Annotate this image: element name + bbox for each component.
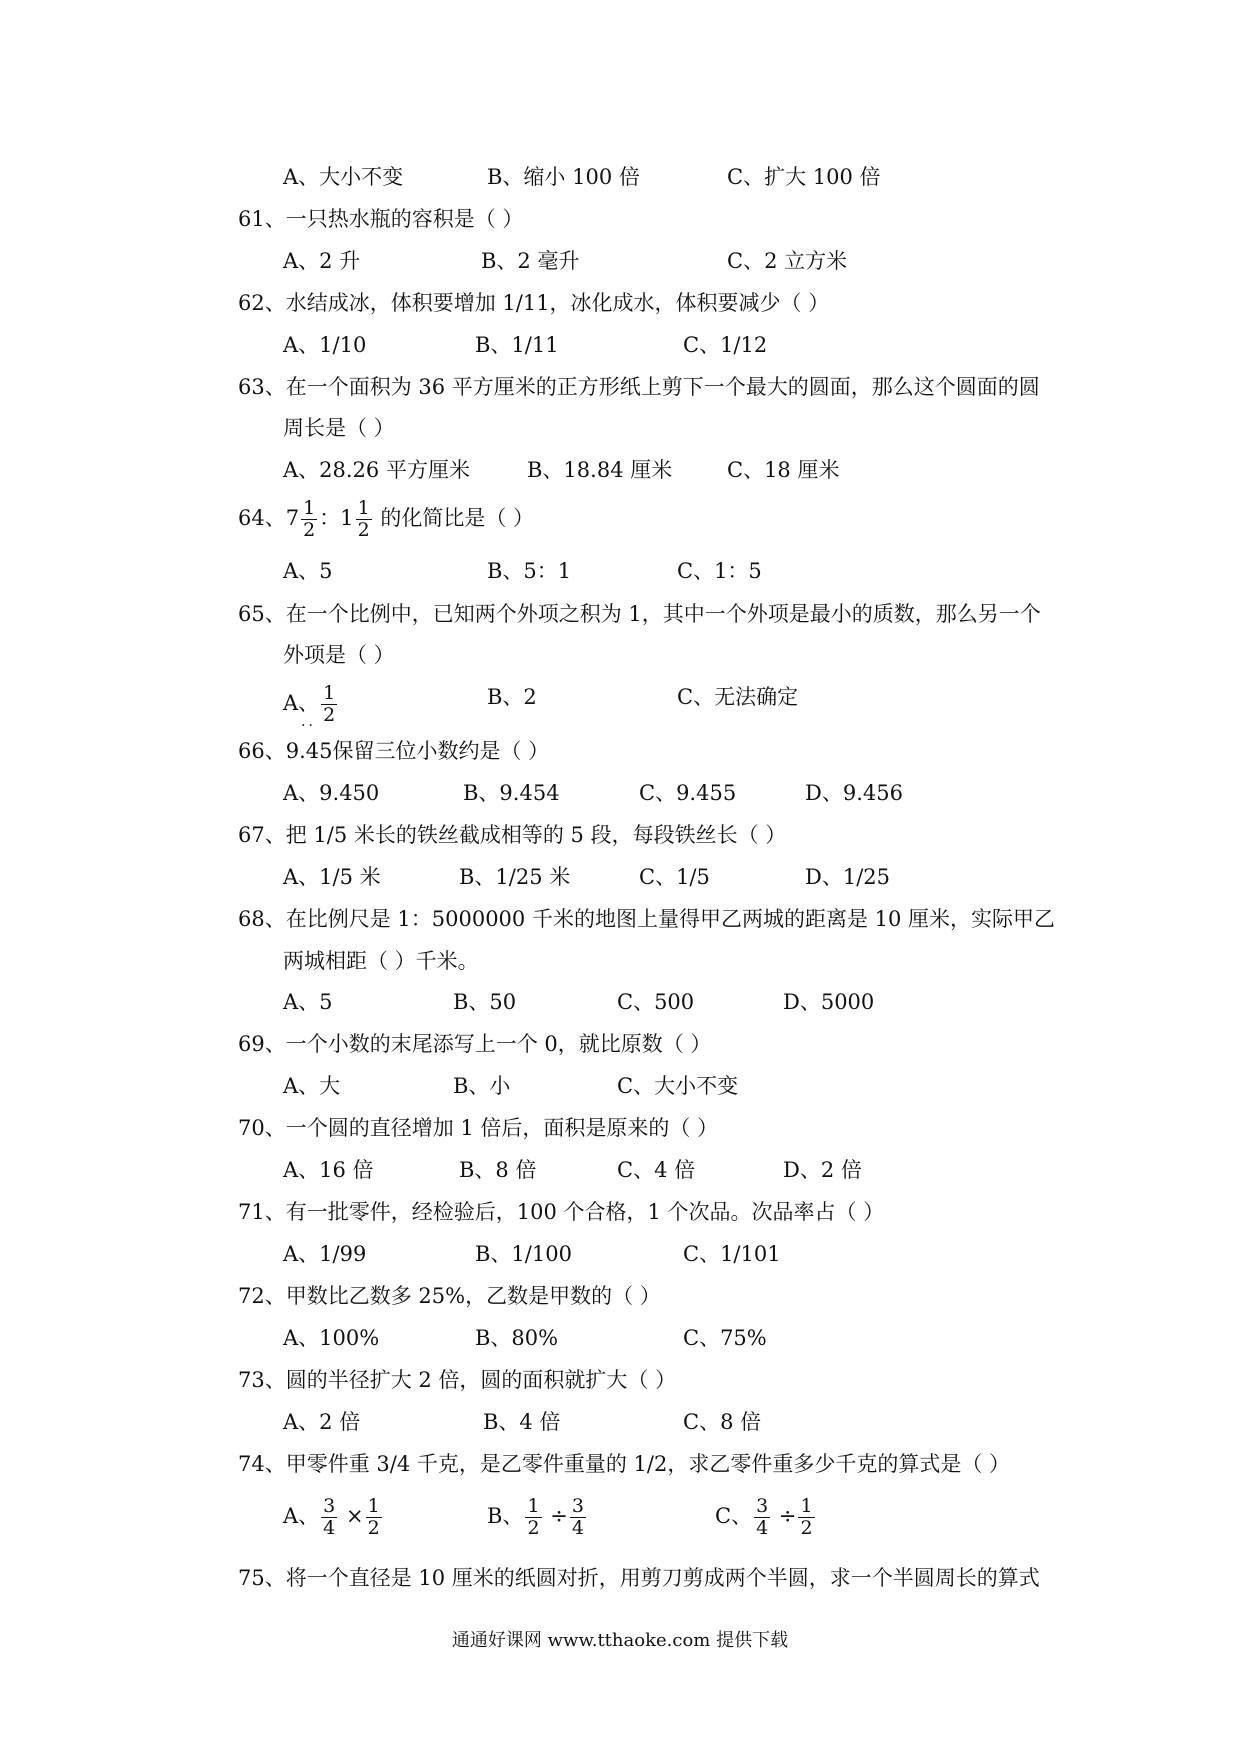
q74-option-a-numerator-2: 1 [367, 1495, 380, 1517]
q74-option-c-fraction-1 [754, 1496, 770, 1539]
q74-option-c-numerator-1: 3 [756, 1495, 769, 1517]
q65-text: 65、在一个比例中，已知两个外项之积为 1，其中一个外项是最小的质数，那么另一个 [238, 602, 1041, 626]
q65-option-c: C、无法确定 [677, 685, 799, 709]
q61-option-b: B、2 毫升 [481, 249, 580, 273]
q69-text: 69、一个小数的末尾添写上一个 0，就比原数（ ） [238, 1032, 712, 1056]
q64-option-b: B、5：1 [487, 559, 572, 583]
q74-option-a [283, 1496, 384, 1539]
q74-option-a-operator: × [345, 1504, 364, 1528]
q74-option-a-denominator-1: 4 [323, 1517, 336, 1539]
q74-option-c [715, 1496, 817, 1539]
q60-option-b: B、缩小 100 倍 [487, 165, 640, 189]
q61-text: 61、一只热水瓶的容积是（ ） [238, 207, 524, 231]
q74-option-a-fraction-2 [366, 1496, 382, 1539]
q74-option-b-numerator-2: 3 [571, 1495, 584, 1517]
q71-option-a: A、1/99 [283, 1242, 367, 1266]
q64-option-c: C、1：5 [677, 559, 762, 583]
q74-option-c-denominator-1: 4 [756, 1517, 769, 1539]
q72-option-c: C、75% [683, 1326, 767, 1350]
q65-option-a-numerator: 1 [323, 682, 336, 704]
q71-option-c: C、1/101 [683, 1242, 781, 1266]
q74-option-b [487, 1496, 588, 1539]
q74-option-c-fraction-2 [798, 1496, 814, 1539]
q62-text: 62、水结成冰，体积要增加 1/11，冰化成水，体积要减少（ ） [238, 291, 830, 315]
q74-option-b-numerator-1: 1 [527, 1495, 540, 1517]
q68-option-d: D、5000 [783, 990, 875, 1014]
q70-option-b: B、8 倍 [459, 1158, 537, 1182]
q68-text-continued: 两城相距（ ）千米。 [283, 949, 479, 973]
q72-option-a: A、100% [283, 1326, 380, 1350]
q70-option-a: A、16 倍 [283, 1158, 374, 1182]
q67-text: 67、把 1/5 米长的铁丝截成相等的 5 段，每段铁丝长（ ） [238, 823, 787, 847]
q67-option-a: A、1/5 米 [283, 865, 381, 889]
q65-option-b: B、2 [487, 685, 537, 709]
q73-option-c: C、8 倍 [683, 1410, 762, 1434]
q62-option-a: A、1/10 [283, 333, 367, 357]
q63-text: 63、在一个面积为 36 平方厘米的正方形纸上剪下一个最大的圆面，那么这个圆面的圆 [238, 375, 1040, 399]
q65-option-a-label: A、 [283, 691, 320, 715]
q69-option-b: B、小 [453, 1074, 511, 1098]
q61-option-c: C、2 立方米 [727, 249, 848, 273]
q74-option-b-fraction-1 [525, 1496, 541, 1539]
q68-text: 68、在比例尺是 1：5000000 千米的地图上量得甲乙两城的距离是 10 厘米，实际甲乙 [238, 907, 1056, 931]
q60-option-c: C、扩大 100 倍 [727, 165, 881, 189]
q64-fraction-2-numerator: 1 [357, 497, 370, 519]
q70-option-d: D、2 倍 [783, 1158, 862, 1182]
q74-text: 74、甲零件重 3/4 千克，是乙零件重量的 1/2，求乙零件重多少千克的算式是（ ） [238, 1452, 1011, 1476]
q64-fraction-2-denominator: 2 [357, 519, 370, 541]
q73-text: 73、圆的半径扩大 2 倍，圆的面积就扩大（ ） [238, 1368, 677, 1392]
q64-fraction-1-numerator: 1 [303, 497, 316, 519]
q70-text: 70、一个圆的直径增加 1 倍后，面积是原来的（ ） [238, 1116, 719, 1140]
q66-option-b: B、9.454 [463, 781, 560, 805]
q74-option-b-fraction-2 [570, 1496, 586, 1539]
q68-option-b: B、50 [453, 990, 517, 1014]
q68-option-c: C、500 [617, 990, 695, 1014]
q65-text-continued: 外项是（ ） [283, 643, 395, 667]
q74-option-c-operator: ÷ [778, 1504, 797, 1528]
q60-option-a: A、大小不变 [283, 165, 404, 189]
q64-fraction-2 [356, 498, 372, 541]
q64-prefix: 64、7 [238, 506, 300, 530]
q69-option-a: A、大 [283, 1074, 341, 1098]
q63-text-continued: 周长是（ ） [283, 416, 395, 440]
q63-option-b: B、18.84 厘米 [527, 458, 673, 482]
q66-option-a: A、9.450 [283, 781, 380, 805]
q64-fraction-1-denominator: 2 [303, 519, 316, 541]
q69-option-c: C、大小不变 [617, 1074, 739, 1098]
q65-option-a-fraction [321, 683, 337, 726]
q64-text [238, 498, 534, 541]
q75-text: 75、将一个直径是 10 厘米的纸圆对折，用剪刀剪成两个半圆，求一个半圆周长的算式 [238, 1566, 1040, 1590]
repeating-decimal-dots: ·· [301, 718, 316, 734]
q71-text: 71、有一批零件，经检验后，100 个合格，1 个次品。次品率占（ ） [238, 1200, 885, 1224]
q74-option-c-denominator-2: 2 [800, 1517, 813, 1539]
q61-option-a: A、2 升 [283, 249, 361, 273]
q70-option-c: C、4 倍 [617, 1158, 696, 1182]
q74-option-c-label: C、 [715, 1504, 753, 1528]
q74-option-b-label: B、 [487, 1504, 524, 1528]
q74-option-b-operator: ÷ [550, 1504, 568, 1528]
q73-option-a: A、2 倍 [283, 1410, 361, 1434]
q63-option-a: A、28.26 平方厘米 [283, 458, 470, 482]
q71-option-b: B、1/100 [475, 1242, 572, 1266]
q65-option-a-denominator: 2 [323, 704, 336, 726]
q63-option-c: C、18 厘米 [727, 458, 840, 482]
q62-option-c: C、1/12 [683, 333, 768, 357]
q64-fraction-1 [301, 498, 317, 541]
q67-option-d: D、1/25 [805, 865, 890, 889]
q66-text: 66、9.45保留三位小数约是（ ） [238, 739, 550, 763]
q67-option-b: B、1/25 米 [459, 865, 571, 889]
q74-option-b-denominator-2: 4 [571, 1517, 584, 1539]
q66-option-c: C、9.455 [639, 781, 737, 805]
q74-option-a-denominator-2: 2 [367, 1517, 380, 1539]
footer-download-note: 通通好课网 www.tthaoke.com 提供下载 [451, 1630, 789, 1651]
q72-text: 72、甲数比乙数多 25%，乙数是甲数的（ ） [238, 1284, 661, 1308]
q67-option-c: C、1/5 [639, 865, 710, 889]
q74-option-a-label: A、 [283, 1504, 320, 1528]
q64-ratio-separator: ：1 [319, 506, 354, 530]
q74-option-c-numerator-2: 1 [800, 1495, 813, 1517]
q66-option-d: D、9.456 [805, 781, 903, 805]
q68-option-a: A、5 [283, 990, 333, 1014]
q74-option-a-fraction-1 [321, 1496, 337, 1539]
q74-option-a-numerator-1: 3 [323, 1495, 336, 1517]
q73-option-b: B、4 倍 [483, 1410, 561, 1434]
q72-option-b: B、80% [475, 1326, 559, 1350]
q74-option-b-denominator-1: 2 [527, 1517, 540, 1539]
q62-option-b: B、1/11 [475, 333, 559, 357]
q64-option-a: A、5 [283, 559, 333, 583]
q64-suffix: 的化简比是（ ） [380, 506, 535, 530]
